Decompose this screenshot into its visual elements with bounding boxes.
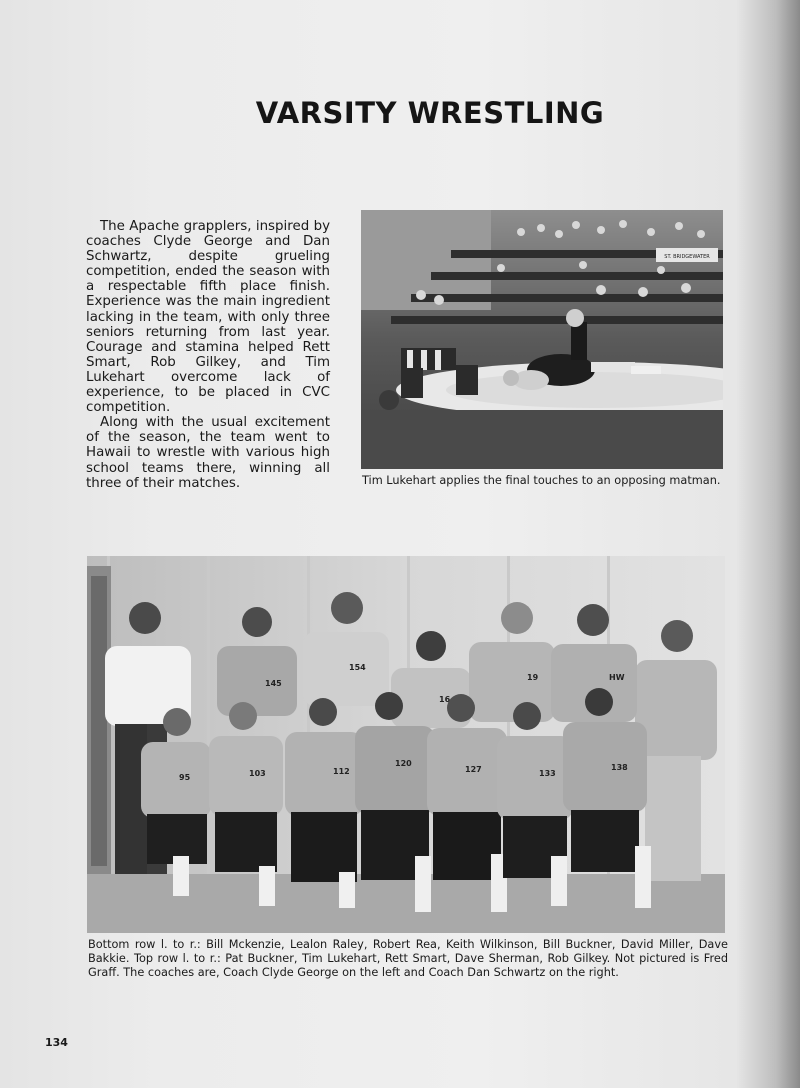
team-photo bbox=[87, 556, 725, 933]
match-photo-caption: Tim Lukehart applies the final touches to an opposing matman. bbox=[362, 474, 721, 487]
jersey-number: 133 bbox=[539, 769, 556, 778]
jersey-number: 95 bbox=[179, 773, 191, 782]
scoreboard-text: ST. BRIDGEWATER bbox=[664, 254, 710, 260]
jersey-number: 145 bbox=[265, 679, 282, 688]
article-paragraph: The Apache grapplers, inspired by coaches Clyde George and Dan Schwartz, despite grueling competition, ended the season with a respectable fifth place finish. Experience was the main ingredient lacking in the team, with only three seniors returning from last year. Courage and stamina helped Rett Smart, Rob Gilkey, and Tim Lukehart overcome lack of experience, to be placed in CVC competition. bbox=[86, 219, 330, 416]
jersey-number: 16 bbox=[439, 695, 451, 704]
jersey-number: 138 bbox=[611, 763, 628, 772]
article-body bbox=[86, 219, 330, 491]
article-paragraph: Along with the usual excitement of the season, the team went to Hawaii to wrestle with various high school teams there, winning all three of their matches. bbox=[86, 415, 330, 491]
jersey-number: 154 bbox=[349, 663, 366, 672]
jersey-number: 103 bbox=[249, 769, 266, 778]
jersey-number: HW bbox=[609, 673, 625, 682]
team-photo-caption: Bottom row l. to r.: Bill Mckenzie, Lealon Raley, Robert Rea, Keith Wilkinson, Bill Buckner, David Miller, Dave Bakkie. Top row l. to r.: Pat Buckner, Tim Lukehart, Rett Smart, Dave Sherman, Rob Gilkey. Not pictured is Fred Graff. The coaches are, Coach Clyde George on the left and Coach Dan Schwartz on the right. bbox=[88, 938, 728, 979]
jersey-number: 120 bbox=[395, 759, 412, 768]
jersey-number: 112 bbox=[333, 767, 350, 776]
jersey-number: 19 bbox=[527, 673, 539, 682]
jersey-number: 127 bbox=[465, 765, 482, 774]
page-title: VARSITY WRESTLING bbox=[255, 96, 605, 130]
page-number: 134 bbox=[45, 1036, 68, 1049]
wrestling-match-photo bbox=[361, 210, 723, 469]
